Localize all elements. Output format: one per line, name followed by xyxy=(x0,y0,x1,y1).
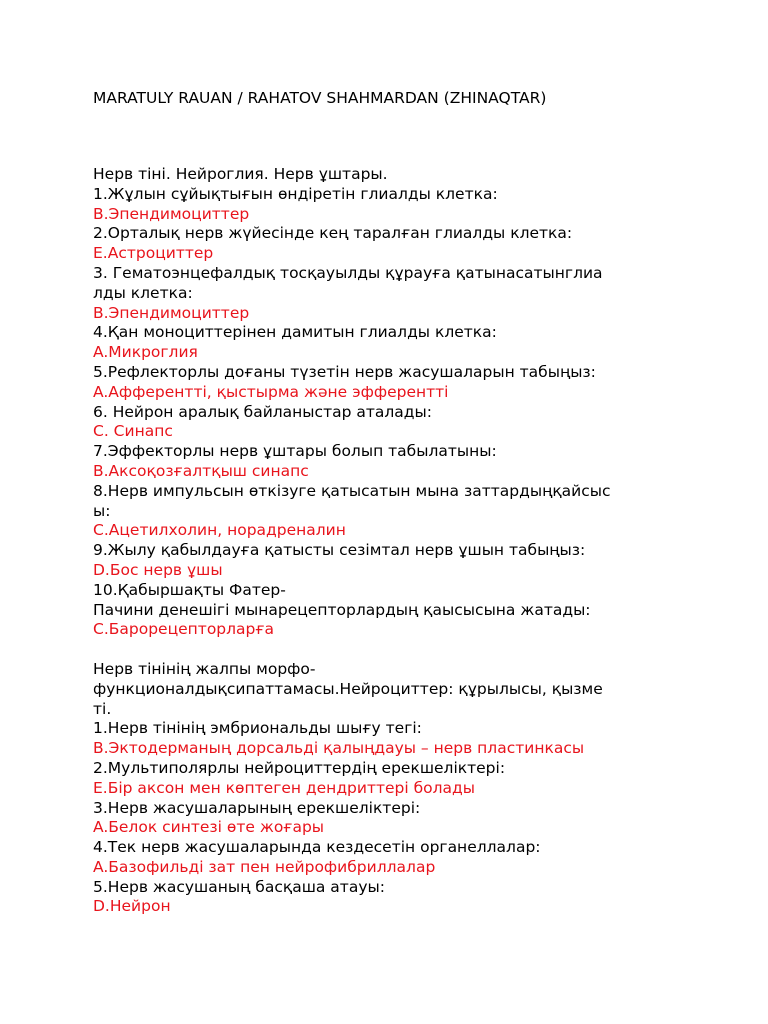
section-spacer xyxy=(93,640,693,660)
question-text: ы: xyxy=(93,501,111,520)
question-text: 4.Қан моноциттерінен дамитын глиалды клетка: xyxy=(93,323,497,342)
question-list xyxy=(93,165,693,917)
question-text: 1.Нерв тінінің эмбриональды шығу тегі: xyxy=(93,719,422,738)
section-title: ті. xyxy=(93,699,112,718)
question-text: 2.Мультиполярлы нейроциттердің ерекшеліктері: xyxy=(93,758,506,777)
question-text: 4.Тек нерв жасушаларында кездесетін органеллалар: xyxy=(93,838,541,857)
question-text: 6. Нейрон аралық байланыстар аталады: xyxy=(93,402,432,421)
answer-text: D.Нейрон xyxy=(93,897,171,916)
answer-text: A.Микроглия xyxy=(93,343,198,362)
question-text: 1.Жұлын сұйықтығын өндіретін глиалды клетка: xyxy=(93,184,498,203)
question-text: 9.Жылу қабылдауға қатысты сезімтал нерв ұшын табыңыз: xyxy=(93,541,586,560)
section-title: Нерв тінінің жалпы морфо- xyxy=(93,659,316,678)
answer-text: A.Белок синтезі өте жоғары xyxy=(93,818,325,837)
question-text: Пачини денешігі мынарецепторлардың қаысысына жатады: xyxy=(93,600,591,619)
question-text: 7.Эффекторлы нерв ұштары болып табылатыны: xyxy=(93,442,497,461)
section-title: Нерв тіні. Нейроглия. Нерв ұштары. xyxy=(93,165,388,183)
question-text: 2.Орталық нерв жүйесінде кең таралған глиалды клетка: xyxy=(93,224,573,243)
answer-text: B.Эктодерманың дорсальді қалыңдауы – нерв пластинкасы xyxy=(93,739,585,758)
answer-text: E.Бір аксон мен көптеген дендриттері болады xyxy=(93,778,476,797)
answer-text: C.Барорецепторларға xyxy=(93,620,275,639)
answer-text: C.Ацетилхолин, норадреналин xyxy=(93,521,346,540)
answer-text: B.Эпендимоциттер xyxy=(93,303,250,322)
answer-text: C. Синапс xyxy=(93,422,173,441)
answer-text: B.Аксоқозғалтқыш синапс xyxy=(93,461,309,480)
question-text: лды клетка: xyxy=(93,283,193,302)
answer-text: A.Афферентті, қыстырма және эфферентті xyxy=(93,382,449,401)
question-text: 5.Нерв жасушаның басқаша атауы: xyxy=(93,877,385,896)
answer-text: D.Бос нерв ұшы xyxy=(93,560,223,579)
answer-text: E.Астроциттер xyxy=(93,244,214,263)
question-text: 3. Гематоэнцефалдық тосқауылды құрауға қатынасатынглиа xyxy=(93,263,603,282)
question-text: 5.Рефлекторлы доғаны түзетін нерв жасушаларын табыңыз: xyxy=(93,362,596,381)
question-text: 8.Нерв импульсын өткізуге қатысатын мына заттардыңқайсыс xyxy=(93,481,611,500)
question-text: 3.Нерв жасушаларының ерекшеліктері: xyxy=(93,798,421,817)
answer-text: A.Базофильді зат пен нейрофибриллалар xyxy=(93,857,436,876)
section-title: функционалдықсипаттамасы.Нейроциттер: құрылысы, қызме xyxy=(93,679,603,698)
author-header: MARATULY RAUAN / RAHATOV SHAHMARDAN (ZHINAQTAR) xyxy=(93,89,547,107)
answer-text: B.Эпендимоциттер xyxy=(93,204,250,223)
question-text: 10.Қабыршақты Фатер- xyxy=(93,580,286,599)
